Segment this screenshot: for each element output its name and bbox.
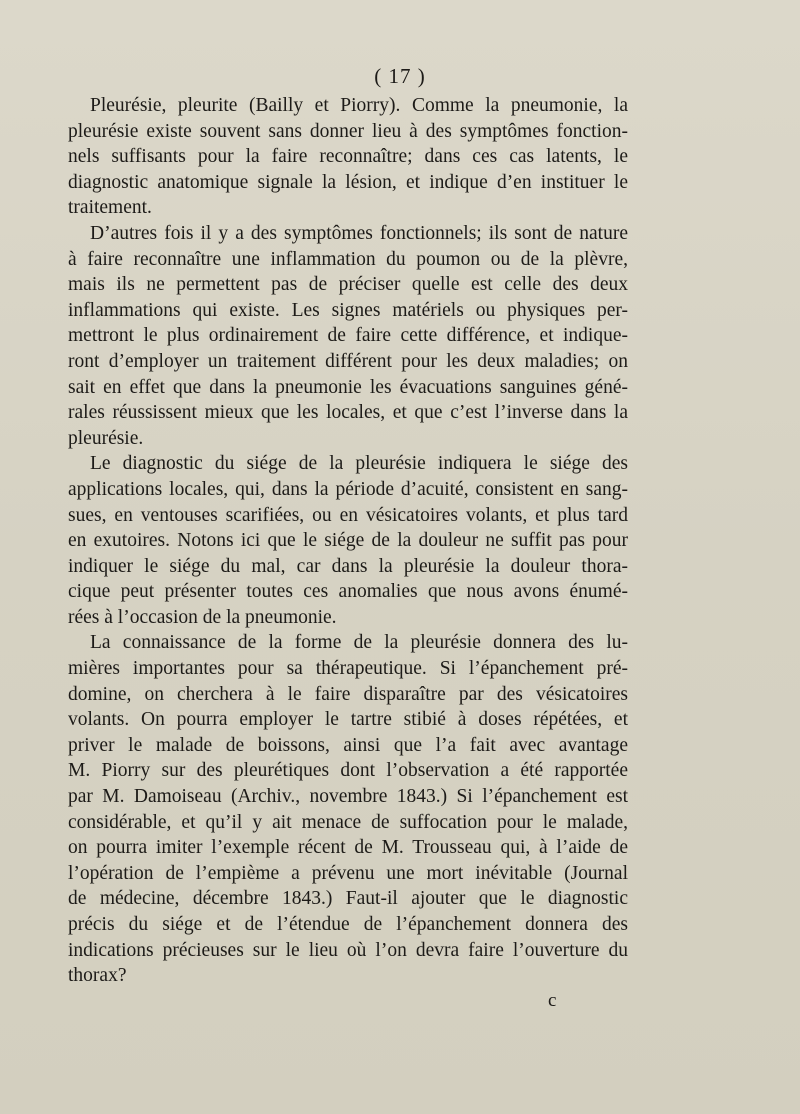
text-line: pleurésie existe souvent sans donner lieu à des symptômes fonction- (68, 120, 628, 142)
text-line: l’opération de l’empième a prévenu une mort inévitable (Journal (68, 862, 628, 884)
text-line: précis du siége et de l’étendue de l’épanchement donnera des (68, 914, 628, 935)
text-line: applications locales, qui, dans la période d’acuité, consistent en sang- (68, 478, 628, 500)
text-line: mettront le plus ordinairement de faire cette différence, et indique- (68, 325, 628, 347)
text-line: rées à l’occasion de la pneumonie. (68, 606, 337, 628)
text-line: thorax? (68, 965, 127, 987)
paragraph-siege (68, 451, 628, 630)
signature-mark: c (548, 990, 557, 1011)
text-line: de médecine, décembre 1843.) Faut-il ajouter que le diagnostic (68, 888, 628, 910)
text-line: domine, on cherchera à le faire disparaître par des vésicatoires (68, 683, 628, 705)
text-line: en exutoires. Notons ici que le siége de la douleur ne suffit pas pour (68, 530, 628, 552)
text-line: pleurésie. (68, 427, 144, 449)
paragraph-forme (68, 630, 628, 988)
text-line: indiquer le siége du mal, car dans la pleurésie la douleur thora- (68, 555, 628, 577)
paragraph-pleuresie (68, 93, 628, 221)
text-line: traitement. (68, 197, 152, 219)
text-line: à faire reconnaître une inflammation du poumon ou de la plèvre, (68, 248, 628, 270)
text-line: priver le malade de boissons, ainsi que l’a fait avec avantage (68, 734, 628, 756)
text-line: on pourra imiter l’exemple récent de M. Trousseau qui, à l’aide de (68, 837, 628, 859)
text-line: M. Piorry sur des pleurétiques dont l’observation a été rapportée (68, 760, 628, 782)
text-line: ront d’employer un traitement différent pour les deux maladies; on (68, 350, 628, 372)
text-line: considérable, et qu’il y ait menace de suffocation pour le malade, (68, 811, 628, 833)
paragraph-symptomes (68, 221, 628, 451)
text-line: inflammations qui existe. Les signes matériels ou physiques per- (68, 299, 628, 321)
text-line: mais ils ne permettent pas de préciser quelle est celle des deux (68, 274, 628, 296)
text-line: diagnostic anatomique signale la lésion, et indique d’en instituer le (68, 171, 628, 193)
text-line: La connaissance de la forme de la pleurésie donnera des lu- (90, 632, 628, 654)
text-line: indications précieuses sur le lieu où l’on devra faire l’ouverture du (68, 939, 628, 961)
page-number: ( 17 ) (374, 64, 426, 88)
text-line: sues, en ventouses scarifiées, ou en vésicatoires volants, et plus tard (68, 504, 628, 526)
body-text (68, 93, 628, 989)
text-line: mières importantes pour sa thérapeutique. Si l’épanchement pré- (68, 658, 628, 680)
text-line: Pleurésie, pleurite (Bailly et Piorry). Comme la pneumonie, la (90, 95, 628, 116)
text-line: par M. Damoiseau (Archiv., novembre 1843.) Si l’épanchement est (68, 786, 628, 808)
text-line: nels suffisants pour la faire reconnaître; dans ces cas latents, le (68, 146, 628, 168)
text-line: D’autres fois il y a des symptômes fonctionnels; ils sont de nature (90, 222, 628, 244)
text-line: cique peut présenter toutes ces anomalies que nous avons énumé- (68, 581, 628, 603)
text-line: rales réussissent mieux que les locales, et que c’est l’inverse dans la (68, 402, 628, 424)
text-line: sait en effet que dans la pneumonie les évacuations sanguines géné- (68, 376, 628, 398)
text-line: volants. On pourra employer le tartre stibié à doses répétées, et (68, 709, 628, 731)
text-line: Le diagnostic du siége de la pleurésie indiquera le siége des (90, 453, 628, 475)
